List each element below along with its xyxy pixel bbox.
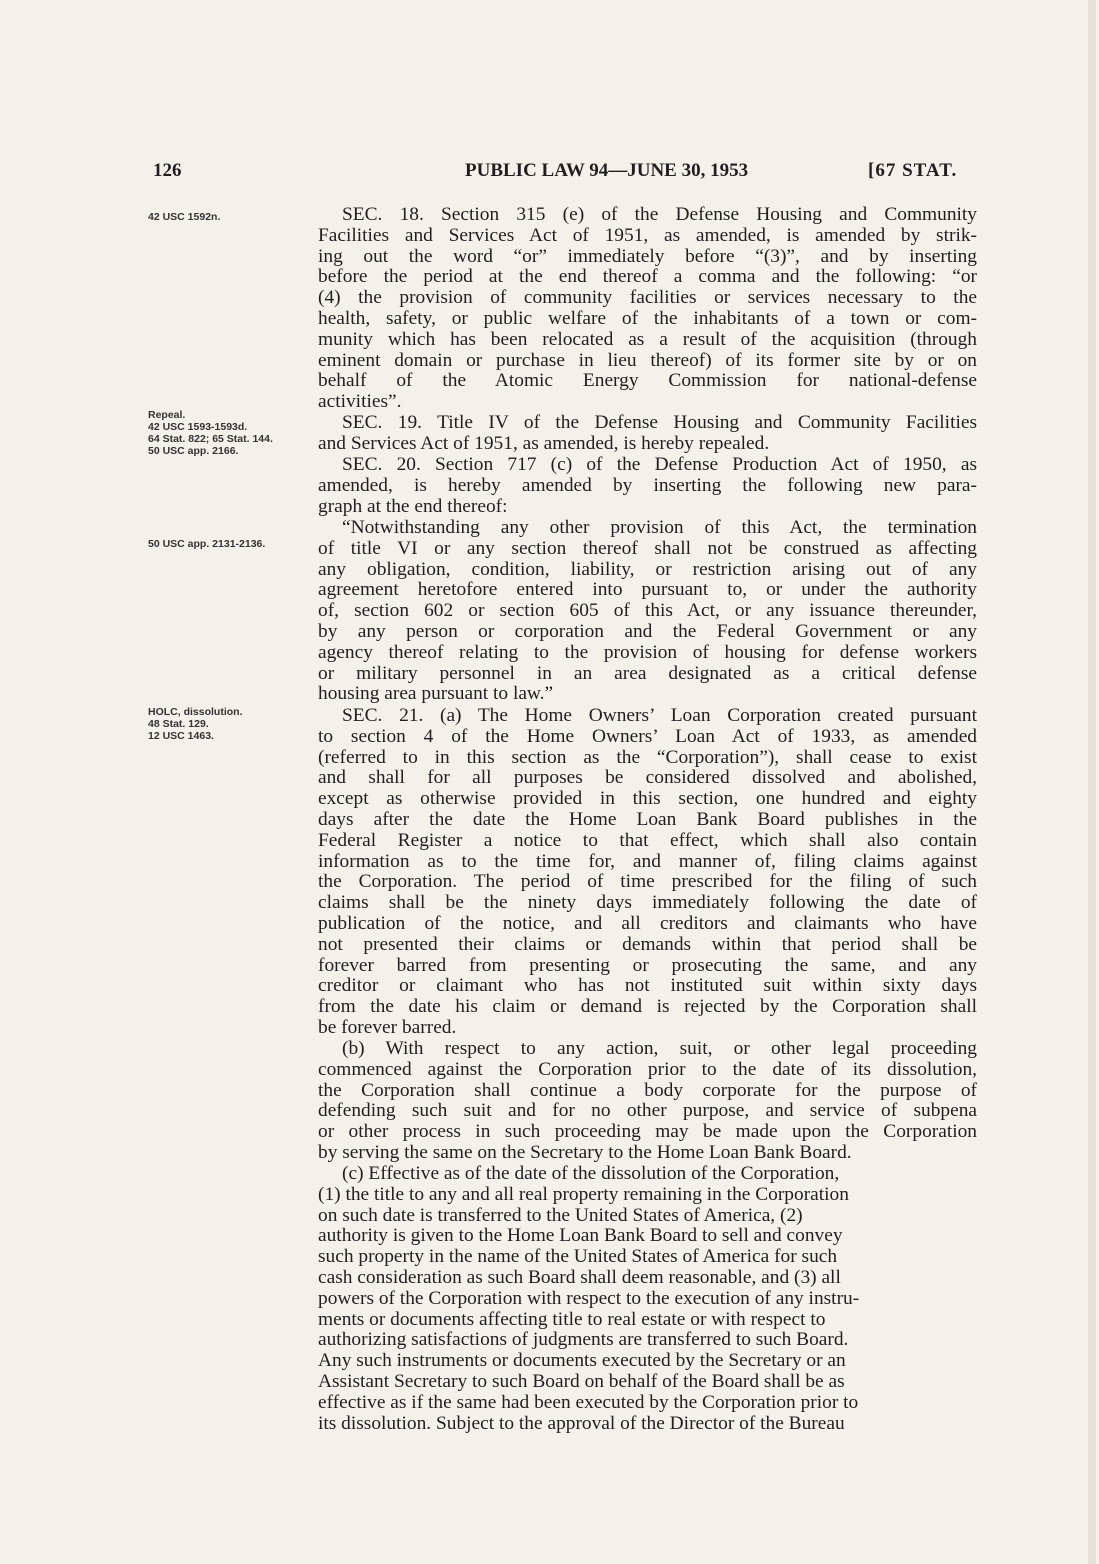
text-line: any obligation, condition, liability, or restriction arising out of any [318,558,977,580]
margin-note-line: 50 USC app. 2166. [148,445,239,457]
text-line: ing out the word “or” immediately before “(3)”, and by inserting [318,245,977,267]
margin-note-line: 48 Stat. 129. [148,718,209,730]
text-line: to section 4 of the Home Owners’ Loan Act of 1933, as amended [318,725,977,747]
text-line: Assistant Secretary to such Board on behalf of the Board shall be as [318,1370,845,1392]
text-line: SEC. 19. Title IV of the Defense Housing and Community Facilities [342,412,977,433]
text-line: ments or documents affecting title to real estate or with respect to [318,1308,826,1330]
margin-note [148,211,308,223]
text-line: Any such instruments or documents executed by the Secretary or an [318,1350,846,1372]
margin-note-line: 42 USC 1592n. [148,211,221,223]
text-line: activities”. [318,391,402,413]
page-number: 126 [153,160,182,181]
margin-note [148,538,308,550]
text-line: graph at the end thereof: [318,495,508,517]
text-line: authority is given to the Home Loan Bank Board to sell and convey [318,1225,843,1247]
margin-note [148,706,308,742]
text-line: powers of the Corporation with respect to the execution of any instru- [318,1287,860,1309]
margin-note-line: 50 USC app. 2131-2136. [148,538,266,550]
text-line: “Notwithstanding any other provision of this Act, the termination [342,517,977,538]
text-line: agreement heretofore entered into pursuant to, or under the authority [318,579,977,601]
text-line: claims shall be the ninety days immediately following the date of [318,892,977,914]
text-line: by any person or corporation and the Federal Government or any [318,620,977,642]
text-line: commenced against the Corporation prior to the date of its dissolution, [318,1058,977,1080]
section-21b-paragraph [318,1039,977,1164]
text-line: by serving the same on the Secretary to the Home Loan Bank Board. [318,1141,852,1163]
text-line: of, section 602 or section 605 of this Act, or any issuance thereunder, [318,600,977,622]
text-line: health, safety, or public welfare of the inhabitants of a town or com- [318,307,977,329]
page-edge [1088,0,1096,1564]
text-line: its dissolution. Subject to the approval of the Director of the Bureau [318,1412,845,1434]
text-line: be forever barred. [318,1016,457,1038]
text-line: or military personnel in an area designated as a critical defense [318,662,977,684]
text-line: publication of the notice, and all creditors and claimants who have [318,912,977,934]
text-line: not presented their claims or demands within that period shall be [318,933,977,955]
text-line: (c) Effective as of the date of the dissolution of the Corporation, [342,1163,840,1184]
text-line: housing area pursuant to law.” [318,683,554,705]
text-line: cash consideration as such Board shall deem reasonable, and (3) all [318,1266,841,1288]
text-line: creditor or claimant who has not instituted suit within sixty days [318,975,977,997]
page-title: PUBLIC LAW 94—JUNE 30, 1953 [465,160,749,181]
statute-reference: [67 STAT. [868,160,958,181]
text-line: before the period at the end thereof a comma and the following: “or [318,266,977,288]
text-line: information as to the time for, and manner of, filing claims against [318,850,977,872]
margin-note-line: 12 USC 1463. [148,730,214,742]
text-line: and Services Act of 1951, as amended, is hereby repealed. [318,432,770,454]
text-line: SEC. 18. Section 315 (e) of the Defense Housing and Community [342,204,977,225]
text-line: SEC. 20. Section 717 (c) of the Defense Production Act of 1950, as [342,454,977,475]
text-line: the Corporation. The period of time prescribed for the filing of such [318,871,977,893]
text-line: munity which has been relocated as a result of the acquisition (through [318,328,977,350]
text-line: forever barred from presenting or prosecuting the same, and any [318,954,977,976]
text-line: amended, is hereby amended by inserting the following new para- [318,474,977,496]
text-line: (referred to in this section as the “Corporation”), shall cease to exist [318,746,977,768]
text-line: (4) the provision of community facilities or services necessary to the [318,287,977,309]
text-line: days after the date the Home Loan Bank Board publishes in the [318,808,977,830]
section-20-paragraph [318,455,977,517]
text-line: such property in the name of the United States of America for such [318,1246,838,1268]
text-line: on such date is transferred to the United States of America, (2) [318,1204,803,1226]
section-18-paragraph [318,205,977,413]
text-line: eminent domain or purchase in lieu thereof) of its former site by or on [318,349,977,371]
text-line: or other process in such proceeding may be made upon the Corporation [318,1121,977,1143]
margin-note-line: HOLC, dissolution. [148,706,243,718]
text-line: and shall for all purposes be considered dissolved and abolished, [318,767,977,789]
margin-note-line: 64 Stat. 822; 65 Stat. 144. [148,433,273,445]
text-line: Federal Register a notice to that effect, which shall also contain [318,829,977,851]
text-line: effective as if the same had been executed by the Corporation prior to [318,1391,859,1413]
text-line: Facilities and Services Act of 1951, as amended, is amended by strik- [318,224,977,246]
section-21a-paragraph [318,706,977,1039]
text-line: (b) With respect to any action, suit, or other legal proceeding [342,1038,977,1059]
quoted-amendment-paragraph [318,518,977,705]
section-19-paragraph [318,413,977,455]
text-line: (1) the title to any and all real property remaining in the Corporation [318,1183,849,1205]
margin-note-line: 42 USC 1593-1593d. [148,421,248,433]
text-line: of title VI or any section thereof shall not be construed as affecting [318,537,977,559]
text-line: authorizing satisfactions of judgments are transferred to such Board. [318,1329,849,1351]
text-line: SEC. 21. (a) The Home Owners’ Loan Corporation created pursuant [342,705,977,726]
section-21c-paragraph [318,1164,977,1434]
margin-note [148,409,308,457]
text-line: from the date his claim or demand is rejected by the Corporation shall [318,996,977,1018]
text-line: agency thereof relating to the provision of housing for defense workers [318,641,977,663]
text-line: the Corporation shall continue a body corporate for the purpose of [318,1079,977,1101]
text-line: defending such suit and for no other purpose, and service of subpena [318,1100,977,1122]
margin-note-line: Repeal. [148,409,186,421]
text-line: behalf of the Atomic Energy Commission for national-defense [318,370,977,392]
text-line: except as otherwise provided in this section, one hundred and eighty [318,788,977,810]
